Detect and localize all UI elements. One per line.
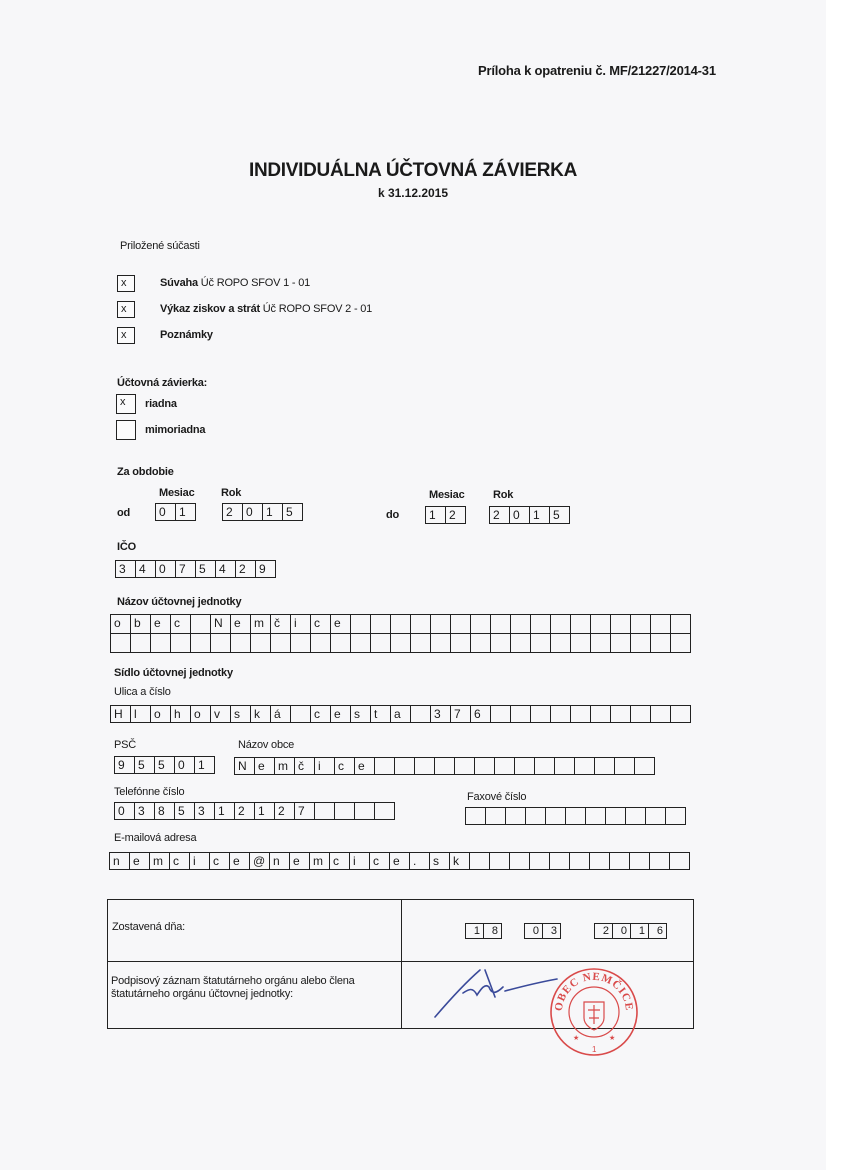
char-cell[interactable]: 1	[529, 506, 550, 524]
town-label: Názov obce	[238, 739, 295, 751]
char-cell[interactable]: n	[109, 852, 130, 870]
char-cell[interactable]	[410, 705, 431, 723]
char-cell[interactable]: e	[330, 614, 351, 634]
phone-label: Telefónne číslo	[114, 786, 185, 798]
char-cell[interactable]	[629, 852, 650, 870]
compiled-day-field[interactable]	[465, 923, 501, 939]
char-cell[interactable]: h	[170, 705, 191, 723]
char-cell[interactable]: č	[294, 757, 315, 775]
char-cell[interactable]: 0	[509, 506, 530, 524]
char-cell[interactable]	[290, 705, 311, 723]
from-month-field[interactable]	[155, 503, 195, 521]
char-cell[interactable]: 1	[175, 503, 196, 521]
char-cell[interactable]: 7	[294, 802, 315, 820]
char-cell[interactable]: s	[429, 852, 450, 870]
phone-field[interactable]	[114, 802, 394, 820]
char-cell[interactable]: 3	[194, 802, 215, 820]
char-cell[interactable]	[590, 633, 611, 653]
char-cell[interactable]: c	[369, 852, 390, 870]
char-cell[interactable]: 0	[155, 560, 176, 578]
char-cell[interactable]: e	[229, 852, 250, 870]
char-cell[interactable]	[594, 757, 615, 775]
closing-type-option-label: riadna	[145, 398, 177, 410]
attachment-checkbox[interactable]: x	[117, 301, 135, 318]
char-cell[interactable]: s	[350, 705, 371, 723]
char-cell[interactable]	[549, 852, 570, 870]
char-cell[interactable]: 2	[235, 560, 256, 578]
char-cell[interactable]	[570, 614, 591, 634]
char-cell[interactable]: 7	[450, 705, 471, 723]
closing-type-option-label: mimoriadna	[145, 424, 206, 436]
char-cell[interactable]	[510, 633, 531, 653]
char-cell[interactable]	[670, 614, 691, 634]
email-label: E-mailová adresa	[114, 832, 197, 844]
char-cell[interactable]: 2	[445, 506, 466, 524]
char-cell[interactable]	[410, 614, 431, 634]
char-cell[interactable]: 1	[262, 503, 283, 521]
char-cell[interactable]	[414, 757, 435, 775]
char-cell[interactable]: v	[210, 705, 231, 723]
char-cell[interactable]	[530, 614, 551, 634]
char-cell[interactable]: e	[330, 705, 351, 723]
compiled-month-field[interactable]	[524, 923, 560, 939]
char-cell[interactable]	[569, 852, 590, 870]
char-cell[interactable]	[270, 633, 291, 653]
from-year-label: Rok	[221, 487, 242, 499]
char-cell[interactable]	[510, 614, 531, 634]
char-cell[interactable]	[430, 614, 451, 634]
char-cell[interactable]	[550, 633, 571, 653]
char-cell[interactable]	[670, 705, 691, 723]
char-cell[interactable]	[550, 705, 571, 723]
town-field[interactable]	[234, 757, 654, 775]
char-cell[interactable]	[634, 757, 655, 775]
psc-label: PSČ	[114, 739, 137, 751]
svg-text:OBEC NEMČICE: OBEC NEMČICE	[552, 970, 636, 1012]
attachment-form-code: Úč ROPO SFOV 2 - 01	[259, 303, 373, 315]
char-cell[interactable]	[390, 633, 411, 653]
char-cell[interactable]: 5	[134, 756, 155, 774]
date-digit-cell[interactable]: 0	[524, 923, 543, 939]
entity-name-label: Názov účtovnej jednotky	[117, 596, 242, 608]
char-cell[interactable]	[545, 807, 566, 825]
compiled-date-label: Zostavená dňa:	[112, 921, 186, 933]
char-cell[interactable]	[645, 807, 666, 825]
char-cell[interactable]	[110, 633, 131, 653]
char-cell[interactable]: i	[189, 852, 210, 870]
document-subtitle: k 31.12.2015	[377, 186, 449, 200]
char-cell[interactable]	[605, 807, 626, 825]
char-cell[interactable]: N	[210, 614, 231, 634]
char-cell[interactable]	[630, 633, 651, 653]
char-cell[interactable]: 4	[135, 560, 156, 578]
attachment-checkbox[interactable]: x	[117, 327, 135, 344]
char-cell[interactable]: N	[234, 757, 255, 775]
char-cell[interactable]: 5	[174, 802, 195, 820]
to-year-label: Rok	[493, 489, 514, 501]
char-cell[interactable]	[585, 807, 606, 825]
char-cell[interactable]	[589, 852, 610, 870]
period-label: Za obdobie	[117, 466, 174, 478]
char-cell[interactable]: e	[150, 614, 171, 634]
char-cell[interactable]: c	[310, 614, 331, 634]
char-cell[interactable]	[490, 633, 511, 653]
attachment-label	[160, 303, 372, 315]
char-cell[interactable]	[570, 633, 591, 653]
char-cell[interactable]	[525, 807, 546, 825]
attachments-label: Priložené súčasti	[120, 240, 200, 252]
fax-label: Faxové číslo	[467, 791, 527, 803]
attachment-name: Súvaha	[160, 277, 198, 289]
char-cell[interactable]	[430, 633, 451, 653]
char-cell[interactable]	[394, 757, 415, 775]
svg-text:1: 1	[592, 1045, 597, 1054]
char-cell[interactable]: 3	[430, 705, 451, 723]
char-cell[interactable]: 1	[425, 506, 446, 524]
char-cell[interactable]: e	[354, 757, 375, 775]
char-cell[interactable]: o	[150, 705, 171, 723]
fax-field[interactable]	[465, 807, 685, 825]
char-cell[interactable]: 1	[254, 802, 275, 820]
char-cell[interactable]	[370, 614, 391, 634]
char-cell[interactable]: e	[389, 852, 410, 870]
char-cell[interactable]	[350, 614, 371, 634]
char-cell[interactable]	[350, 633, 371, 653]
char-cell[interactable]	[505, 807, 526, 825]
street-field[interactable]	[110, 705, 690, 723]
char-cell[interactable]: č	[270, 614, 291, 634]
char-cell[interactable]	[310, 633, 331, 653]
char-cell[interactable]	[450, 614, 471, 634]
char-cell[interactable]	[470, 614, 491, 634]
char-cell[interactable]	[570, 705, 591, 723]
char-cell[interactable]: k	[250, 705, 271, 723]
svg-text:★: ★	[573, 1035, 580, 1042]
date-digit-cell[interactable]: 1	[465, 923, 484, 939]
char-cell[interactable]: m	[309, 852, 330, 870]
from-year-field[interactable]	[222, 503, 302, 521]
char-cell[interactable]	[610, 614, 631, 634]
char-cell[interactable]: 2	[222, 503, 243, 521]
char-cell[interactable]: m	[250, 614, 271, 634]
date-digit-cell[interactable]: 8	[483, 923, 502, 939]
from-label: od	[117, 507, 131, 519]
ico-label: IČO	[117, 541, 136, 553]
char-cell[interactable]: k	[449, 852, 470, 870]
char-cell[interactable]: 5	[154, 756, 175, 774]
to-month-field[interactable]	[425, 506, 465, 524]
char-cell[interactable]	[565, 807, 586, 825]
char-cell[interactable]: a	[390, 705, 411, 723]
page-margin	[826, 0, 850, 1170]
char-cell[interactable]	[650, 705, 671, 723]
char-cell[interactable]	[434, 757, 455, 775]
svg-text:★: ★	[609, 1035, 616, 1042]
char-cell[interactable]	[474, 757, 495, 775]
char-cell[interactable]: 0	[114, 802, 135, 820]
char-cell[interactable]	[530, 705, 551, 723]
closing-type-label: Účtovná závierka:	[117, 377, 208, 389]
char-cell[interactable]	[574, 757, 595, 775]
char-cell[interactable]: i	[314, 757, 335, 775]
char-cell[interactable]	[370, 633, 391, 653]
char-cell[interactable]: 9	[114, 756, 135, 774]
entity-name-row-1[interactable]	[110, 614, 690, 634]
char-cell[interactable]: 1	[214, 802, 235, 820]
char-cell[interactable]	[250, 633, 271, 653]
closing-type-checkbox[interactable]: x	[116, 394, 136, 414]
char-cell[interactable]	[625, 807, 646, 825]
date-digit-cell[interactable]: 1	[630, 923, 649, 939]
char-cell[interactable]	[649, 852, 670, 870]
char-cell[interactable]	[665, 807, 686, 825]
entity-name-row-2[interactable]	[110, 633, 690, 653]
char-cell[interactable]: 0	[155, 503, 176, 521]
attachment-form-code: Úč ROPO SFOV 1 - 01	[197, 277, 311, 289]
char-cell[interactable]	[334, 802, 355, 820]
char-cell[interactable]: c	[169, 852, 190, 870]
attachment-checkbox[interactable]: x	[117, 275, 135, 292]
char-cell[interactable]	[650, 633, 671, 653]
char-cell[interactable]	[465, 807, 486, 825]
to-month-label: Mesiac	[429, 489, 465, 501]
char-cell[interactable]	[530, 633, 551, 653]
char-cell[interactable]	[130, 633, 151, 653]
char-cell[interactable]: e	[289, 852, 310, 870]
attachment-name: Poznámky	[160, 329, 213, 341]
char-cell[interactable]	[590, 614, 611, 634]
char-cell[interactable]: b	[130, 614, 151, 634]
char-cell[interactable]	[330, 633, 351, 653]
char-cell[interactable]: 3	[115, 560, 136, 578]
char-cell[interactable]	[630, 614, 651, 634]
char-cell[interactable]	[529, 852, 550, 870]
seat-label: Sídlo účtovnej jednotky	[114, 667, 233, 679]
char-cell[interactable]	[190, 614, 211, 634]
char-cell[interactable]: .	[409, 852, 430, 870]
char-cell[interactable]	[230, 633, 251, 653]
char-cell[interactable]: m	[274, 757, 295, 775]
char-cell[interactable]	[150, 633, 171, 653]
char-cell[interactable]	[670, 633, 691, 653]
char-cell[interactable]	[469, 852, 490, 870]
attachment-name: Výkaz ziskov a strát	[160, 303, 260, 315]
char-cell[interactable]: c	[170, 614, 191, 634]
char-cell[interactable]	[510, 705, 531, 723]
char-cell[interactable]: 0	[174, 756, 195, 774]
char-cell[interactable]	[590, 705, 611, 723]
char-cell[interactable]: c	[334, 757, 355, 775]
char-cell[interactable]	[550, 614, 571, 634]
char-cell[interactable]: 5	[549, 506, 570, 524]
char-cell[interactable]	[614, 757, 635, 775]
char-cell[interactable]	[514, 757, 535, 775]
handwritten-signature	[425, 965, 565, 1025]
char-cell[interactable]	[650, 614, 671, 634]
char-cell[interactable]	[630, 705, 651, 723]
char-cell[interactable]	[290, 633, 311, 653]
char-cell[interactable]	[390, 614, 411, 634]
char-cell[interactable]: @	[249, 852, 270, 870]
char-cell[interactable]	[314, 802, 335, 820]
char-cell[interactable]	[669, 852, 690, 870]
char-cell[interactable]: 6	[470, 705, 491, 723]
char-cell[interactable]: 2	[234, 802, 255, 820]
char-cell[interactable]	[454, 757, 475, 775]
char-cell[interactable]: 7	[175, 560, 196, 578]
char-cell[interactable]: s	[230, 705, 251, 723]
char-cell[interactable]	[610, 705, 631, 723]
char-cell[interactable]: 8	[154, 802, 175, 820]
to-label: do	[386, 509, 400, 521]
char-cell[interactable]	[470, 633, 491, 653]
street-label: Ulica a číslo	[114, 686, 171, 698]
attachment-label	[160, 277, 310, 289]
char-cell[interactable]: 5	[195, 560, 216, 578]
char-cell[interactable]: m	[149, 852, 170, 870]
char-cell[interactable]: 2	[274, 802, 295, 820]
char-cell[interactable]	[534, 757, 555, 775]
to-year-field[interactable]	[489, 506, 569, 524]
char-cell[interactable]: 9	[255, 560, 276, 578]
date-digit-cell[interactable]: 3	[542, 923, 561, 939]
char-cell[interactable]	[374, 802, 395, 820]
official-stamp	[548, 966, 640, 1058]
char-cell[interactable]	[170, 633, 191, 653]
char-cell[interactable]: i	[349, 852, 370, 870]
char-cell[interactable]	[485, 807, 506, 825]
ico-field[interactable]	[115, 560, 275, 578]
char-cell[interactable]	[190, 633, 211, 653]
char-cell[interactable]	[374, 757, 395, 775]
reference-number: Príloha k opatreniu č. MF/21227/2014-31	[478, 63, 716, 78]
char-cell[interactable]	[494, 757, 515, 775]
char-cell[interactable]	[610, 633, 631, 653]
char-cell[interactable]: H	[110, 705, 131, 723]
email-field[interactable]	[109, 852, 689, 870]
char-cell[interactable]	[354, 802, 375, 820]
from-month-label: Mesiac	[159, 487, 195, 499]
char-cell[interactable]: c	[209, 852, 230, 870]
document-title: INDIVIDUÁLNA ÚČTOVNÁ ZÁVIERKA	[248, 160, 578, 181]
closing-type-checkbox[interactable]	[116, 420, 136, 440]
char-cell[interactable]: n	[269, 852, 290, 870]
char-cell[interactable]	[609, 852, 630, 870]
char-cell[interactable]: i	[290, 614, 311, 634]
char-cell[interactable]: e	[230, 614, 251, 634]
compiled-year-field[interactable]	[594, 923, 666, 939]
attachment-label	[160, 329, 213, 341]
char-cell[interactable]	[410, 633, 431, 653]
char-cell[interactable]: o	[190, 705, 211, 723]
psc-field[interactable]	[114, 756, 214, 774]
char-cell[interactable]: 1	[194, 756, 215, 774]
char-cell[interactable]: á	[270, 705, 291, 723]
char-cell[interactable]: c	[310, 705, 331, 723]
date-digit-cell[interactable]: 2	[594, 923, 613, 939]
char-cell[interactable]: t	[370, 705, 391, 723]
char-cell[interactable]: c	[329, 852, 350, 870]
char-cell[interactable]: 3	[134, 802, 155, 820]
char-cell[interactable]: o	[110, 614, 131, 634]
char-cell[interactable]	[210, 633, 231, 653]
char-cell[interactable]: 4	[215, 560, 236, 578]
char-cell[interactable]	[509, 852, 530, 870]
char-cell[interactable]: e	[129, 852, 150, 870]
char-cell[interactable]	[554, 757, 575, 775]
char-cell[interactable]	[490, 614, 511, 634]
signature-label: Podpisový záznam štatutárneho orgánu alebo člena štatutárneho orgánu účtovnej jednotky:	[111, 975, 355, 1000]
date-digit-cell[interactable]: 6	[648, 923, 667, 939]
date-digit-cell[interactable]: 0	[612, 923, 631, 939]
char-cell[interactable]: 5	[282, 503, 303, 521]
char-cell[interactable]: e	[254, 757, 275, 775]
char-cell[interactable]	[490, 705, 511, 723]
char-cell[interactable]	[450, 633, 471, 653]
char-cell[interactable]: 2	[489, 506, 510, 524]
char-cell[interactable]: l	[130, 705, 151, 723]
char-cell[interactable]	[489, 852, 510, 870]
char-cell[interactable]: 0	[242, 503, 263, 521]
